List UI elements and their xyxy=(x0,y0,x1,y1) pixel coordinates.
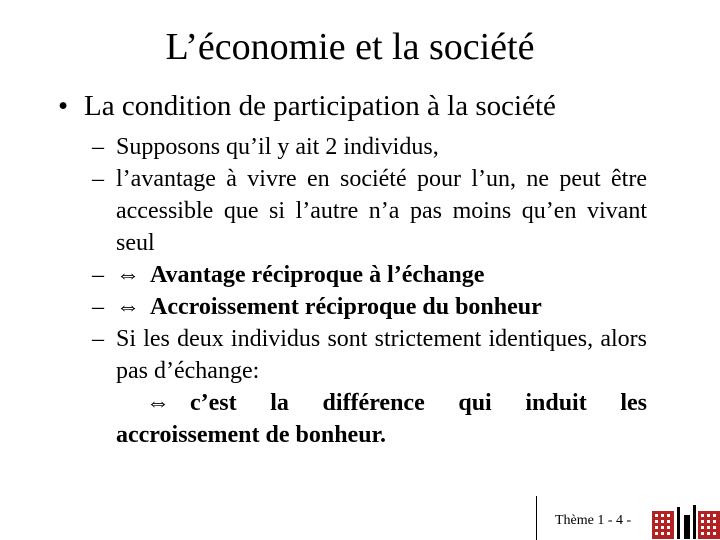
building-logo-icon xyxy=(652,505,720,539)
double-arrow-icon: ⇔ xyxy=(116,294,140,320)
main-bullet xyxy=(58,88,658,124)
dash-marker: – xyxy=(92,166,104,192)
conclusion-text: c’est la différence qui induit les xyxy=(190,390,647,416)
sub-bullet-text: Si les deux individus sont strictement identiques, alors pas d’échange: xyxy=(116,326,647,384)
double-arrow-icon: ⇔ xyxy=(116,262,140,288)
sub-bullet-list xyxy=(92,131,647,451)
sub-bullet-text: l’avantage à vivre en société pour l’un, ne peut être accessible que si l’autre n’a pas moins qu’en vivant seul xyxy=(116,166,647,256)
conclusion-line-1 xyxy=(116,387,647,419)
sub-bullet-3 xyxy=(92,259,647,291)
dash-marker: – xyxy=(92,294,104,320)
slide-title: L’économie et la société xyxy=(165,26,535,68)
sub-bullet-2 xyxy=(92,163,647,259)
sub-bullet-text: Accroissement réciproque du bonheur xyxy=(150,294,542,320)
footer-page-number: Thème 1 - 4 - xyxy=(555,513,632,528)
sub-bullet-text: Supposons qu’il y ait 2 individus, xyxy=(116,134,439,160)
double-arrow-icon: ⇔ xyxy=(146,390,170,416)
conclusion-line-2: accroissement de bonheur. xyxy=(116,422,386,448)
footer-divider xyxy=(536,496,537,540)
dash-marker: – xyxy=(92,134,104,160)
sub-bullet-4 xyxy=(92,291,647,323)
dash-marker: – xyxy=(92,326,104,352)
sub-bullet-text: Avantage réciproque à l’échange xyxy=(150,262,485,288)
sub-bullet-5 xyxy=(92,323,647,387)
dash-marker: – xyxy=(92,262,104,288)
sub-bullet-1 xyxy=(92,131,647,163)
bullet-marker: • xyxy=(58,90,69,122)
conclusion xyxy=(92,387,647,451)
main-bullet-text: La condition de participation à la société xyxy=(84,90,556,122)
